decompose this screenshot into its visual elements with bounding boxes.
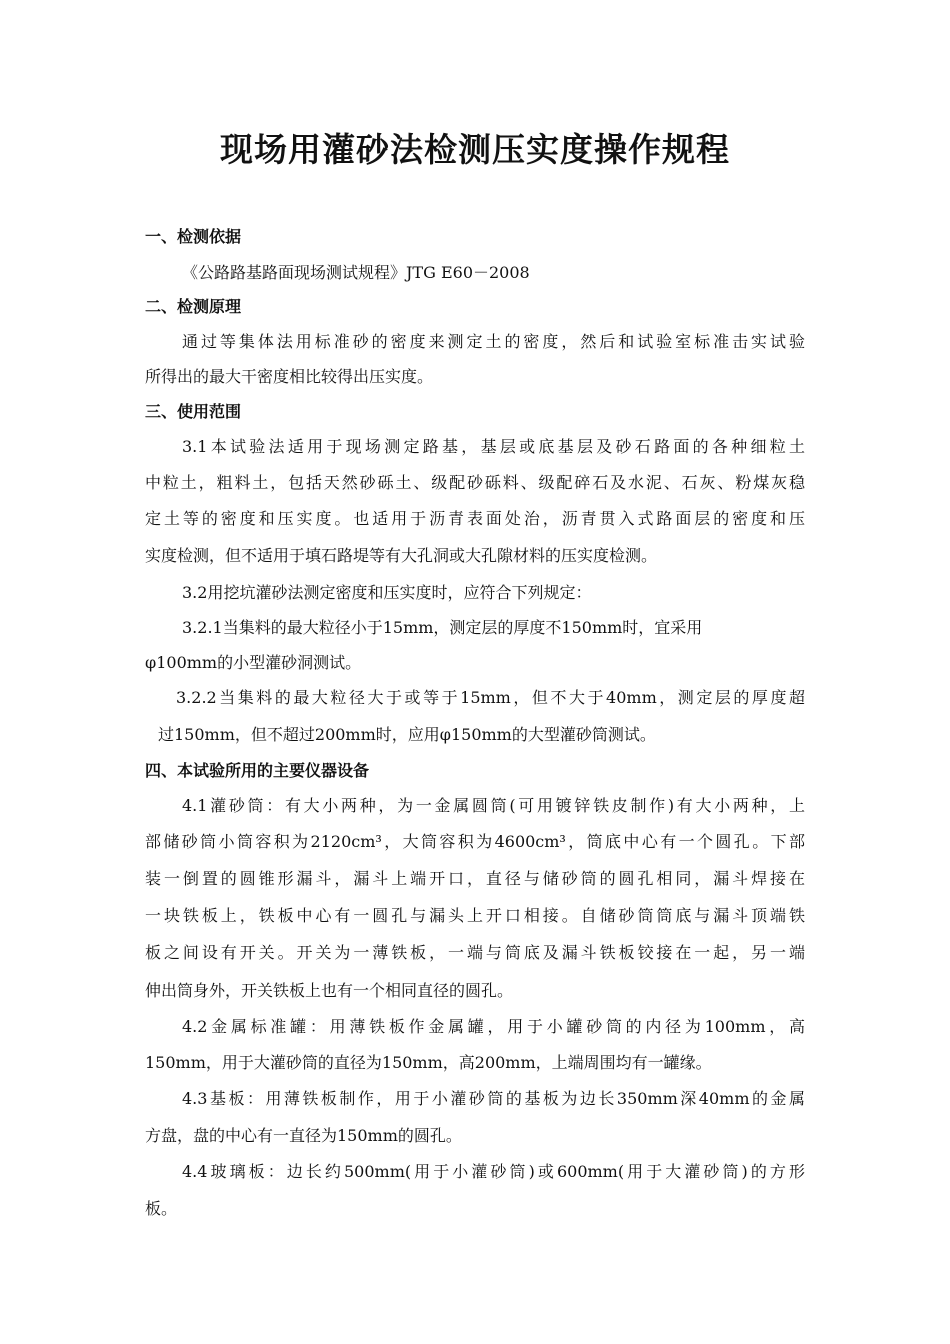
- paragraph-line: 3.2.2当集料的最大粒径大于或等于15mm，但不大于40mm，测定层的厚度超: [176, 688, 805, 707]
- paragraph-line: 3.2.1当集料的最大粒径小于15mm，测定层的厚度不150mm时，宜采用: [182, 618, 703, 637]
- section-heading: 二、检测原理: [145, 297, 242, 316]
- paragraph-line: 150mm，用于大灌砂筒的直径为150mm，高200mm，上端周围均有一罐缘。: [145, 1053, 712, 1072]
- paragraph-line: 通过等集体法用标准砂的密度来测定土的密度，然后和试验室标准击实试验: [182, 332, 805, 351]
- paragraph-line: 4.1灌砂筒：有大小两种，为一金属圆筒(可用镀锌铁皮制作)有大小两种，上: [182, 796, 805, 815]
- paragraph-line: 4.2金属标准罐：用薄铁板作金属罐，用于小罐砂筒的内径为100mm，高: [182, 1017, 805, 1036]
- paragraph-line: 板之间设有开关。开关为一薄铁板，一端与筒底及漏斗铁板铰接在一起，另一端: [145, 943, 805, 962]
- paragraph-line: 实度检测，但不适用于填石路堤等有大孔洞或大孔隙材料的压实度检测。: [145, 546, 658, 565]
- paragraph-line: 过150mm，但不超过200mm时，应用φ150mm的大型灌砂筒测试。: [158, 725, 656, 744]
- paragraph-line: 3.1本试验法适用于现场测定路基，基层或底基层及砂石路面的各种细粒土: [182, 437, 805, 456]
- paragraph-line: 4.3基板：用薄铁板制作，用于小灌砂筒的基板为边长350mm深40mm的金属: [182, 1089, 805, 1108]
- paragraph-line: 3.2用挖坑灌砂法测定密度和压实度时，应符合下列规定：: [182, 583, 592, 602]
- paragraph-line: 方盘，盘的中心有一直径为150mm的圆孔。: [145, 1126, 462, 1145]
- paragraph-line: 所得出的最大干密度相比较得出压实度。: [145, 367, 434, 386]
- paragraph-line: 《公路路基路面现场测试规程》JTG E60－2008: [182, 263, 530, 282]
- paragraph-line: 伸出筒身外，开关铁板上也有一个相同直径的圆孔。: [145, 981, 514, 1000]
- section-heading: 一、检测依据: [145, 227, 242, 246]
- paragraph-line: 一块铁板上，铁板中心有一圆孔与漏头上开口相接。自储砂筒筒底与漏斗顶端铁: [145, 906, 805, 925]
- document-title: 现场用灌砂法检测压实度操作规程: [220, 130, 730, 169]
- paragraph-line: 部储砂筒小筒容积为2120cm³，大筒容积为4600cm³，筒底中心有一个圆孔。下部: [145, 832, 805, 851]
- paragraph-line: 装一倒置的圆锥形漏斗，漏斗上端开口，直径与储砂筒的圆孔相同，漏斗焊接在: [145, 869, 805, 888]
- paragraph-line: 定土等的密度和压实度。也适用于沥青表面处治，沥青贯入式路面层的密度和压: [145, 509, 805, 528]
- paragraph-line: 板。: [145, 1199, 178, 1218]
- paragraph-line: 4.4玻璃板：边长约500mm(用于小灌砂筒)或600mm(用于大灌砂筒)的方形: [182, 1162, 805, 1181]
- section-heading: 四、本试验所用的主要仪器设备: [145, 761, 370, 780]
- paragraph-line: φ100mm的小型灌砂洞测试。: [145, 653, 362, 672]
- section-heading: 三、使用范围: [145, 402, 242, 421]
- paragraph-line: 中粒土，粗料土，包括天然砂砾土、级配砂砾料、级配碎石及水泥、石灰、粉煤灰稳: [145, 473, 805, 492]
